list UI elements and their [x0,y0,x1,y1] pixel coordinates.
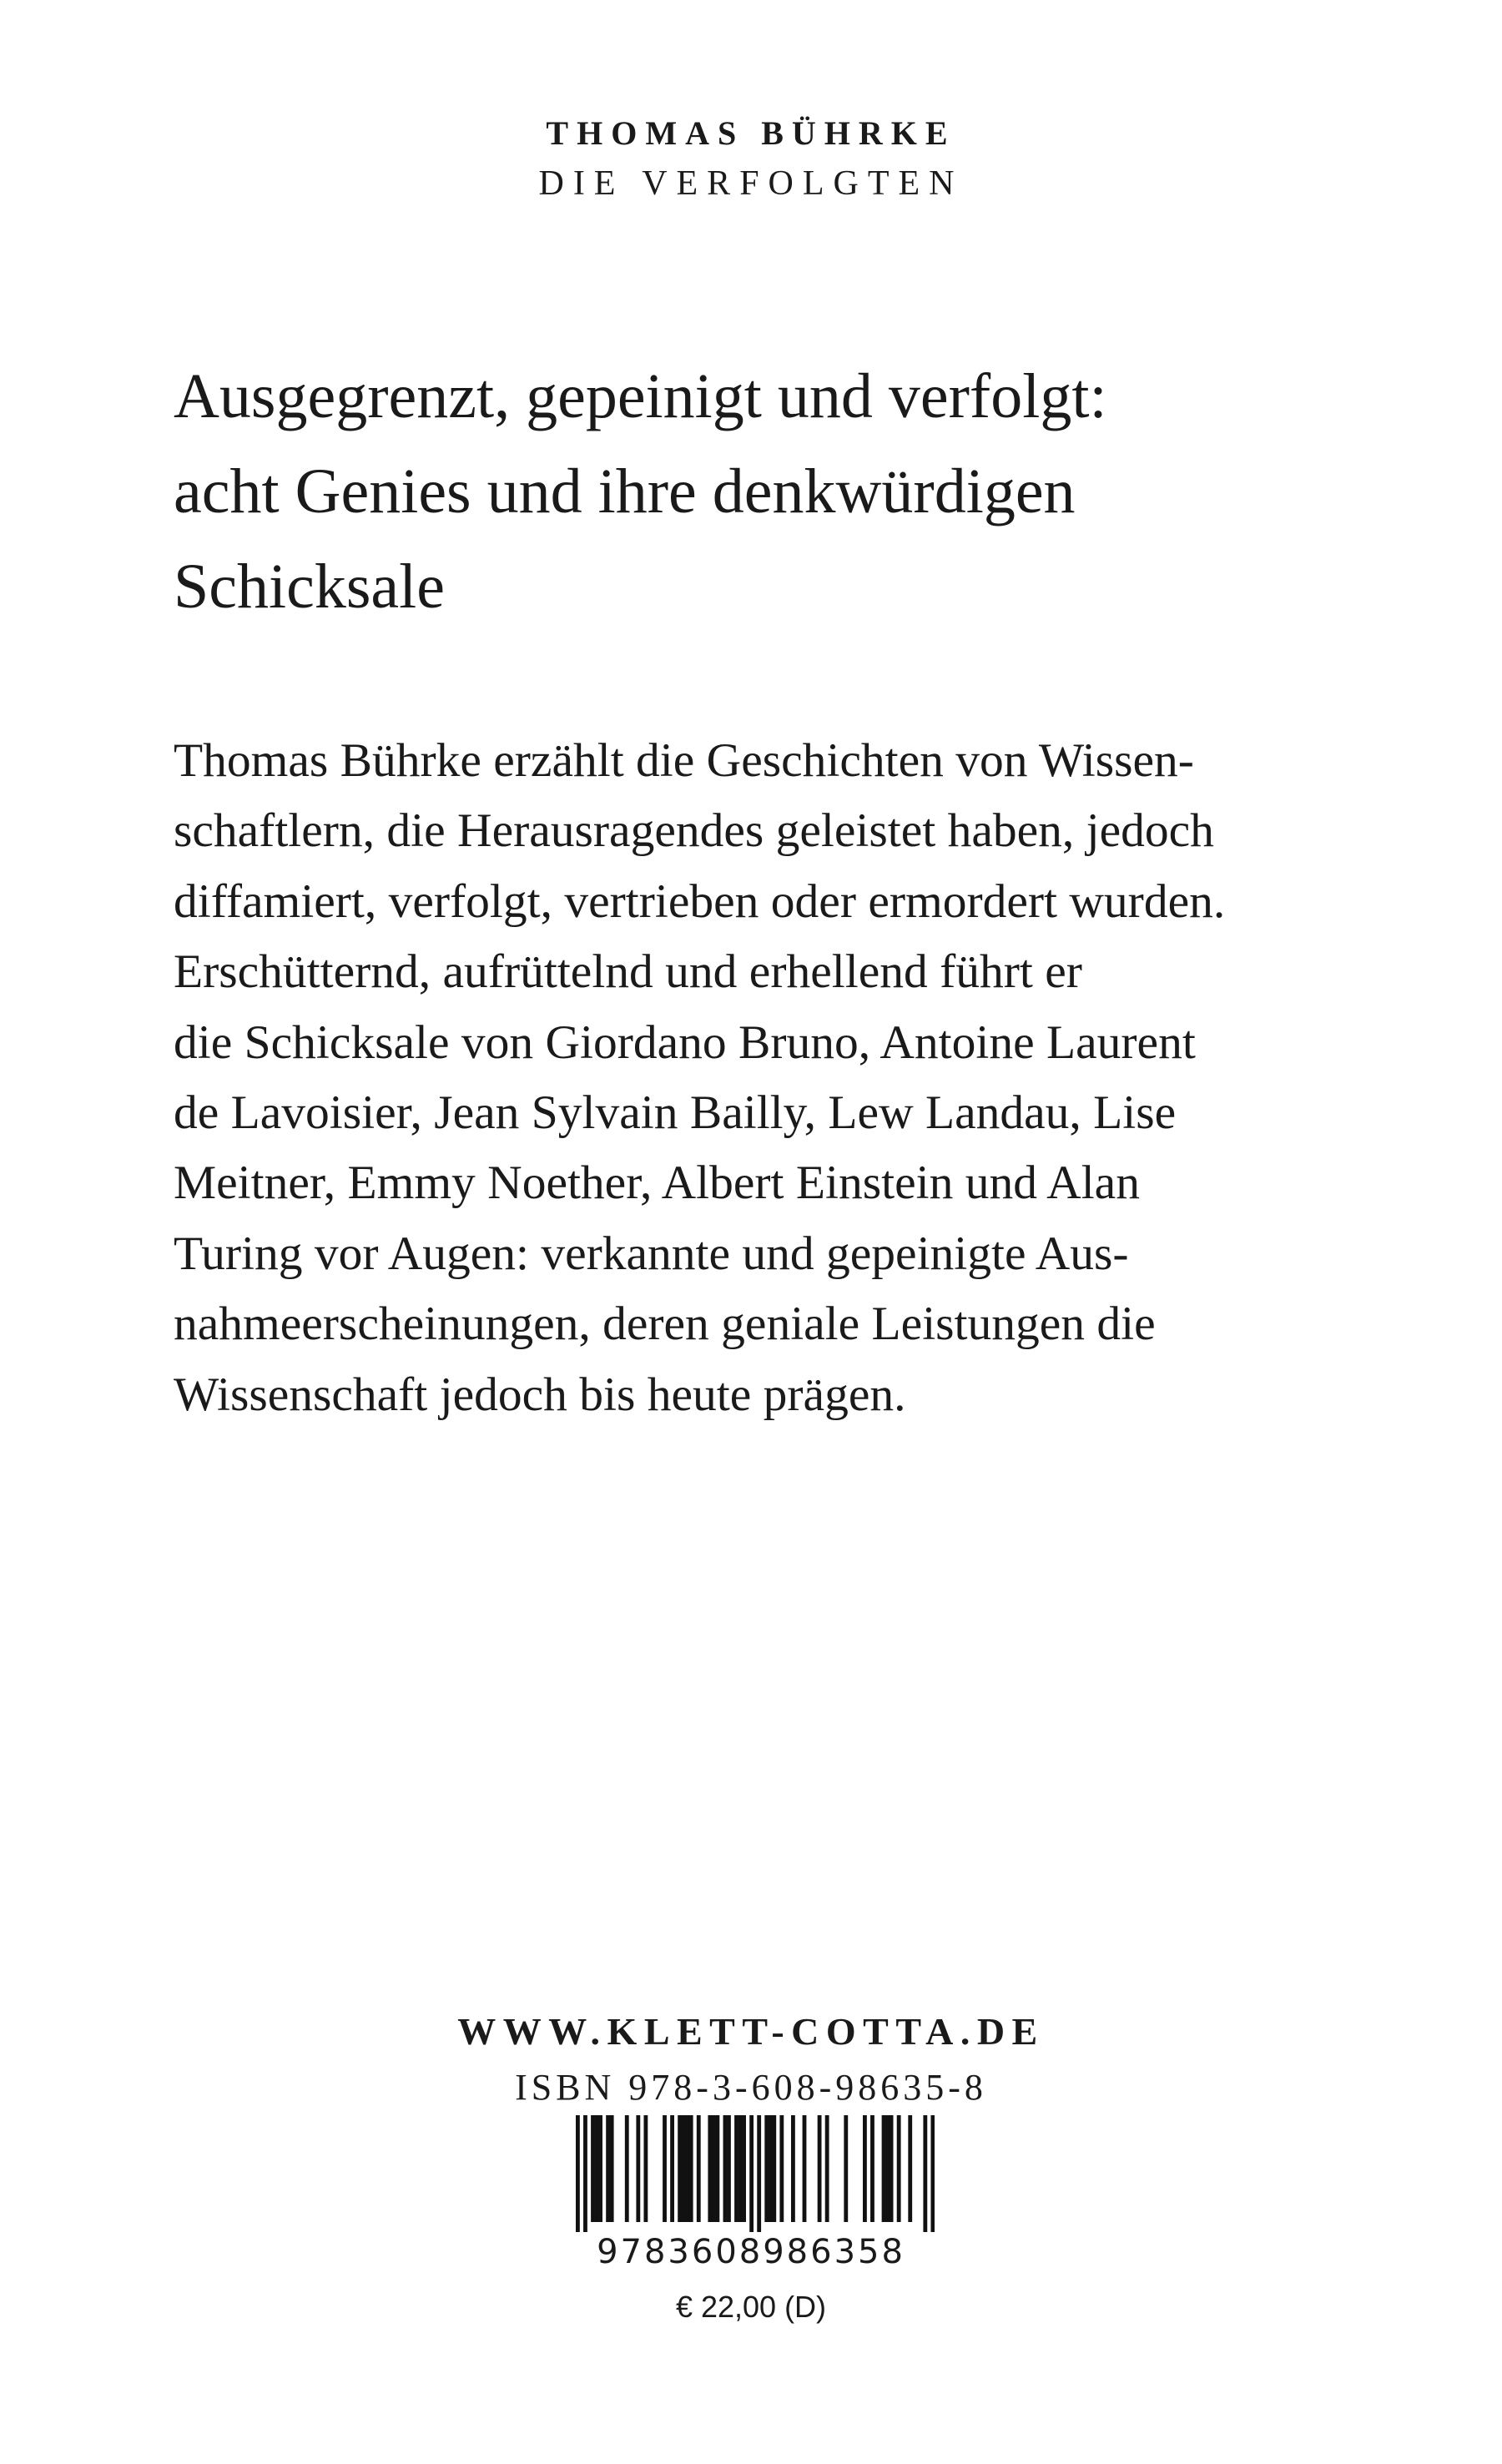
barcode-bar [670,2115,674,2222]
barcode-bar [708,2115,712,2222]
barcode-bar [757,2115,761,2232]
blurb-line: diffamiert, verfolgt, vertrieben oder ermordert wurden. [174,874,1226,928]
barcode-bar [908,2115,912,2222]
barcode-bar [882,2115,886,2222]
barcode-bar [723,2115,728,2222]
barcode-bar [863,2115,867,2222]
barcode-bar [583,2115,587,2232]
barcode-bar [870,2115,874,2222]
book-title: DIE VERFOLGTEN [538,164,964,203]
isbn-number: ISBN 978-3-608-98635-8 [515,2067,987,2108]
barcode-bar [610,2115,614,2222]
blurb-line: Turing vor Augen: verkannte und gepeinigte Aus- [174,1227,1129,1280]
blurb-line: de Lavoisier, Jean Sylvain Bailly, Lew Landau, Lise [174,1086,1177,1140]
blurb-line: Thomas Bührke erzählt die Geschichten von Wissen- [174,734,1194,787]
barcode-bar [923,2115,927,2232]
author-name: THOMAS BÜHRKE [546,114,956,152]
publisher-url[interactable]: WWW.KLETT-COTTA.DE [457,2010,1045,2053]
barcode-bar [689,2115,693,2222]
barcode-bar [764,2115,769,2222]
tagline-line: Ausgegrenzt, gepeinigt und verfolgt: [174,361,1107,431]
barcode-bar [598,2115,602,2222]
blurb-text [174,726,1358,1430]
barcode-bar [712,2115,716,2222]
barcode-bar [715,2115,719,2222]
barcode-bar [779,2115,784,2222]
barcode-bar [818,2115,822,2222]
blurb-line: die Schicksale von Giordano Bruno, Antoine Laurent [174,1015,1196,1069]
barcode-bar [930,2115,935,2232]
barcode-image [576,2115,935,2232]
barcode-bar [742,2115,746,2222]
barcode-bar [791,2115,795,2222]
blurb-line: Wissenschaft jedoch bis heute prägen. [174,1368,906,1421]
barcode-bar [885,2115,890,2222]
barcode-bar [636,2115,640,2222]
barcode-bar [890,2115,894,2222]
barcode-bar [591,2115,595,2222]
barcode-bar [727,2115,731,2222]
blurb-line: schaftlern, die Herausragendes geleistet haben, jedoch [174,804,1214,858]
barcode-bar [606,2115,610,2222]
barcode-bar [769,2115,773,2222]
tagline [174,349,1358,634]
tagline-line: acht Genies und ihre denkwürdigen [174,456,1076,527]
barcode-bar [734,2115,738,2222]
barcode-bar [897,2115,901,2222]
barcode-bar [643,2115,648,2222]
price-label: € 22,00 (D) [675,2290,827,2324]
barcode-bar [738,2115,743,2222]
barcode-digits: 9783608986358 [597,2233,905,2271]
barcode-bar [825,2115,829,2222]
barcode-bar [663,2115,667,2222]
barcode-bar [697,2115,701,2222]
tagline-line: Schicksale [174,552,446,622]
barcode-bar [678,2115,682,2222]
barcode-bar [803,2115,807,2222]
barcode-bar [576,2115,580,2232]
barcode-bar [595,2115,599,2222]
barcode-bar [844,2115,848,2222]
barcode-bar [749,2115,754,2232]
blurb-line: nahmeerscheinungen, deren geniale Leistungen die [174,1298,1156,1351]
barcode-bar [772,2115,776,2222]
barcode-bar [685,2115,689,2222]
barcode-bar [625,2115,629,2222]
blurb-line: Erschütternd, aufrüttelnd und erhellend führt er [174,945,1082,999]
blurb-line: Meitner, Emmy Noether, Albert Einstein und Alan [174,1156,1140,1210]
barcode-bar [682,2115,686,2222]
